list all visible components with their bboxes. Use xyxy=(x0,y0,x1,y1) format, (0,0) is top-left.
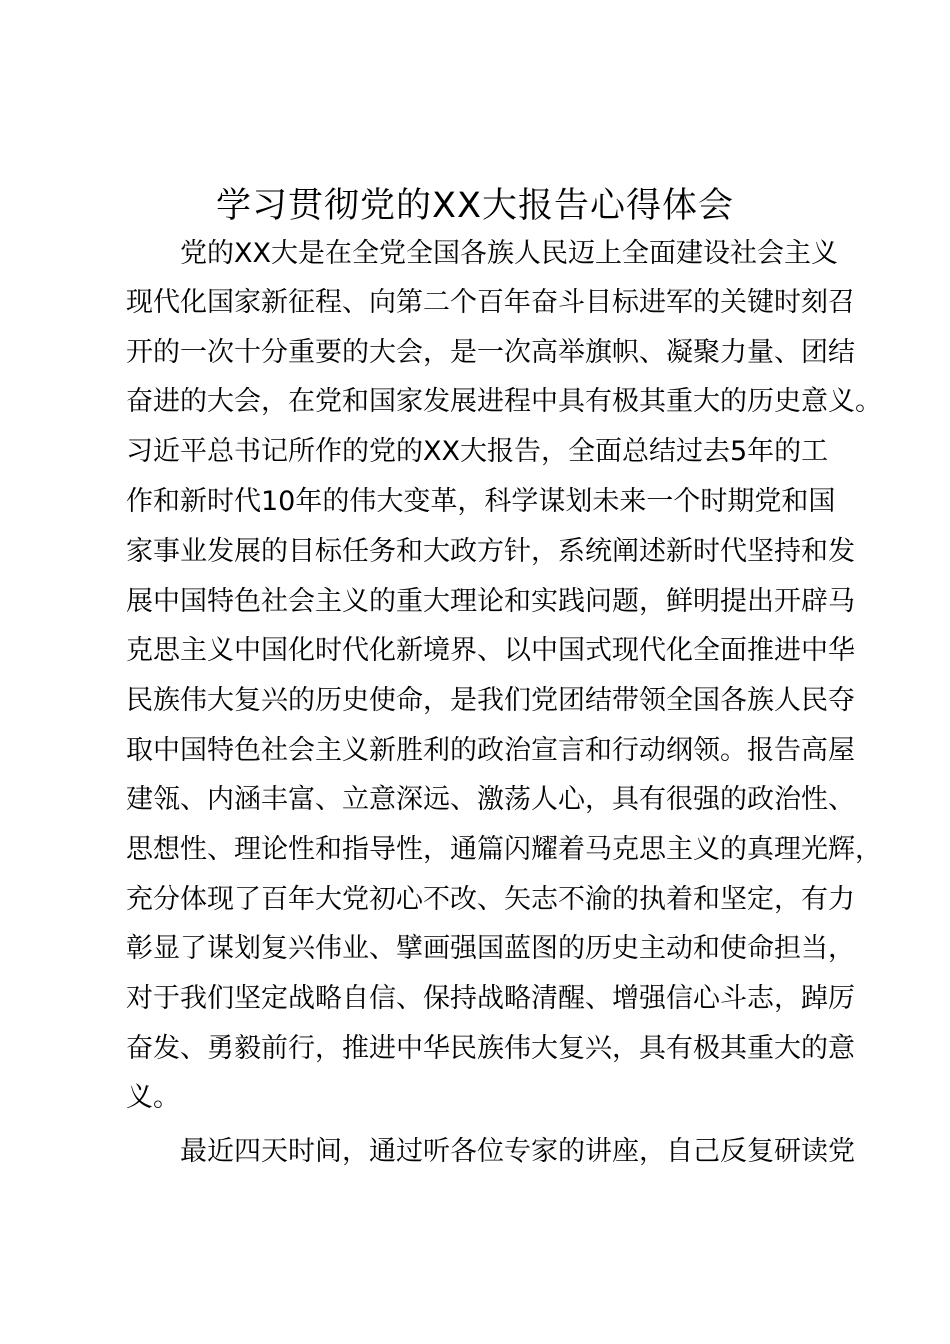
paragraph-line: 展中国特色社会主义的重大理论和实践问题，鲜明提出开辟马 xyxy=(126,586,855,617)
paragraph-line: 现代化国家新征程、向第二个百年奋斗目标进军的关键时刻召 xyxy=(126,287,855,318)
paragraph-line: 义。 xyxy=(126,1082,180,1113)
paragraph-line: 充分体现了百年大党初心不改、矢志不渝的执着和坚定，有力 xyxy=(126,884,855,915)
paragraph-line: 习近平总书记所作的党的XX大报告，全面总结过去5年的工 xyxy=(126,436,829,467)
paragraph-line: 取中国特色社会主义新胜利的政治宣言和行动纲领。报告高屋 xyxy=(126,735,855,766)
paragraph-line: 奋发、勇毅前行，推进中华民族伟大复兴，具有极其重大的意 xyxy=(126,1033,855,1064)
paragraph-line: 作和新时代10年的伟大变革，科学谋划未来一个时期党和国 xyxy=(126,486,836,517)
paragraph-line: 建瓴、内涵丰富、立意深远、激荡人心，具有很强的政治性、 xyxy=(126,784,855,815)
paragraph-line: 民族伟大复兴的历史使命，是我们党团结带领全国各族人民夺 xyxy=(126,685,855,716)
paragraph-line: 克思主义中国化时代化新境界、以中国式现代化全面推进中华 xyxy=(126,635,855,666)
paragraph-line: 彰显了谋划复兴伟业、擘画强国蓝图的历史主动和使命担当， xyxy=(126,933,855,964)
paragraph-line: 开的一次十分重要的大会，是一次高举旗帜、凝聚力量、团结 xyxy=(126,337,855,368)
paragraph-line: 奋进的大会，在党和国家发展进程中具有极其重大的历史意义。 xyxy=(126,386,882,417)
paragraph-line: 最近四天时间，通过听各位专家的讲座，自己反复研读党 xyxy=(126,1136,855,1167)
paragraph-line: 对于我们坚定战略自信、保持战略清醒、增强信心斗志，踔厉 xyxy=(126,983,855,1014)
paragraph-line: 党的XX大是在全党全国各族人民迈上全面建设社会主义 xyxy=(126,238,838,269)
paragraph-line: 思想性、理论性和指导性，通篇闪耀着马克思主义的真理光辉， xyxy=(126,834,882,865)
document-title: 学习贯彻党的XX大报告心得体会 xyxy=(216,186,734,226)
paragraph-line: 家事业发展的目标任务和大政方针，系统阐述新时代坚持和发 xyxy=(126,536,855,567)
